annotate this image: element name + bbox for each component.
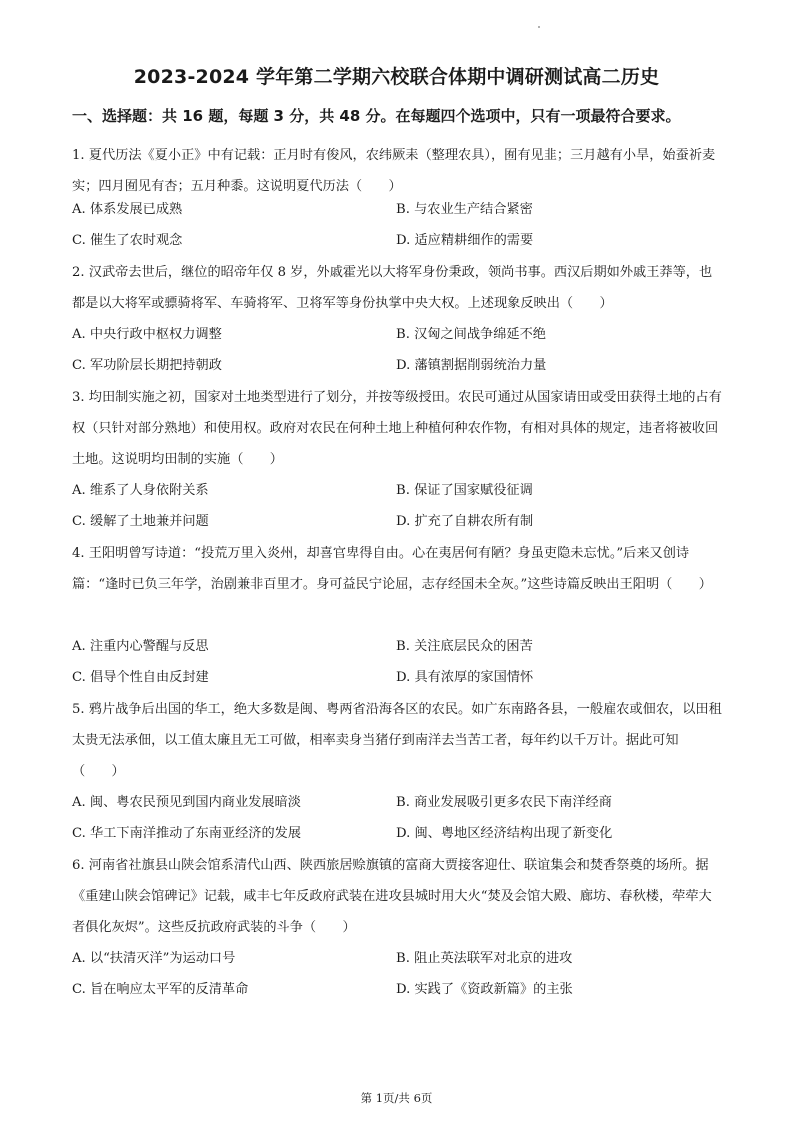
option-b: B. 保证了国家赋役征调 <box>396 483 533 498</box>
option-c: C. 催生了农时观念 <box>72 233 183 248</box>
option-a: A. 中央行政中枢权力调整 <box>72 327 222 342</box>
option-c: C. 倡导个性自由反封建 <box>72 670 209 685</box>
option-a: A. 注重内心警醒与反思 <box>72 639 209 654</box>
option-d: D. 适应精耕细作的需要 <box>396 233 534 248</box>
question-stem: 4. 王阳明曾写诗道：“投荒万里入炎州，却喜官卑得自由。心在夷居何有陋？身虽吏隐未忘忧。”后来又创诗篇：“逢时已负三年学，治剧兼非百里才。身可益民宁论屈，志存经国未全灰。”这些诗篇反映出王阳明（ ） <box>72 546 712 592</box>
option-a: A. 以“扶清灭洋”为运动口号 <box>72 951 236 966</box>
question-stem: 5. 鸦片战争后出国的华工，绝大多数是闽、粤两省沿海各区的农民。如广东南路各县，一般雇农或佃农，以田租太贵无法承佃，以工值太廉且无工可做，相率卖身当猪仔到南洋去当苦工者，每年约以千万计。据此可知（ ） <box>72 702 722 779</box>
option-c: C. 缓解了土地兼并问题 <box>72 514 209 529</box>
option-a: A. 维系了人身依附关系 <box>72 483 209 498</box>
option-d: D. 具有浓厚的家国情怀 <box>396 670 534 685</box>
option-a: A. 闽、粤农民预见到国内商业发展暗淡 <box>72 795 301 810</box>
section-heading: 一、选择题：共 16 题，每题 3 分，共 48 分。在每题四个选项中，只有一项最符合要求。 <box>72 107 681 125</box>
option-d: D. 闽、粤地区经济结构出现了新变化 <box>396 826 613 841</box>
option-b: B. 商业发展吸引更多农民下南洋经商 <box>396 795 612 810</box>
option-d: D. 扩充了自耕农所有制 <box>396 514 534 529</box>
option-b: B. 阻止英法联军对北京的进攻 <box>396 951 573 966</box>
exam-title: 2023-2024 学年第二学期六校联合体期中调研测试高二历史 <box>133 66 660 88</box>
option-c: C. 旨在响应太平军的反清革命 <box>72 982 249 997</box>
question-stem: 1. 夏代历法《夏小正》中有记载：正月时有俊风，农纬厥耒（整理农具），囿有见韭；三月越有小旱，始蚕祈麦实；四月囿见有杏；五月种黍。这说明夏代历法（ ） <box>72 148 716 194</box>
option-b: B. 关注底层民众的困苦 <box>396 639 533 654</box>
question-stem: 3. 均田制实施之初，国家对土地类型进行了划分，并按等级授田。农民可通过从国家请田或受田获得土地的占有权（只针对部分熟地）和使用权。政府对农民在何种土地上种植何种农作物，有相对具体的规定，违者将被收回土地。这说明均田制的实施（ ） <box>72 390 722 467</box>
question-stem: 2. 汉武帝去世后，继位的昭帝年仅 8 岁，外戚霍光以大将军身份秉政，领尚书事。西汉后期如外戚王莽等，也都是以大将军或骠骑将军、车骑将军、卫将军等身份执掌中央大权。上述现象反映出（ ） <box>72 265 713 311</box>
question-stem: 6. 河南省社旗县山陕会馆系清代山西、陕西旅居赊旗镇的富商大贾接客迎仕、联谊集会和焚香祭奠的场所。据《重建山陕会馆碑记》记载，咸丰七年反政府武装在进攻县城时用大火“焚及会馆大殿、廊坊、春秋楼，荦荦大者俱化灰烬”。这些反抗政府武装的斗争（ ） <box>72 858 712 935</box>
option-d: D. 实践了《资政新篇》的主张 <box>396 982 573 997</box>
option-d: D. 藩镇割据削弱统治力量 <box>396 358 547 373</box>
option-b: B. 汉匈之间战争绵延不绝 <box>396 327 546 342</box>
option-b: B. 与农业生产结合紧密 <box>396 202 533 217</box>
page-number: 第 1页/共 6页 <box>360 1091 433 1105</box>
option-a: A. 体系发展已成熟 <box>72 202 183 217</box>
scan-dot <box>538 26 540 28</box>
option-c: C. 华工下南洋推动了东南亚经济的发展 <box>72 826 302 841</box>
option-c: C. 军功阶层长期把持朝政 <box>72 358 222 373</box>
